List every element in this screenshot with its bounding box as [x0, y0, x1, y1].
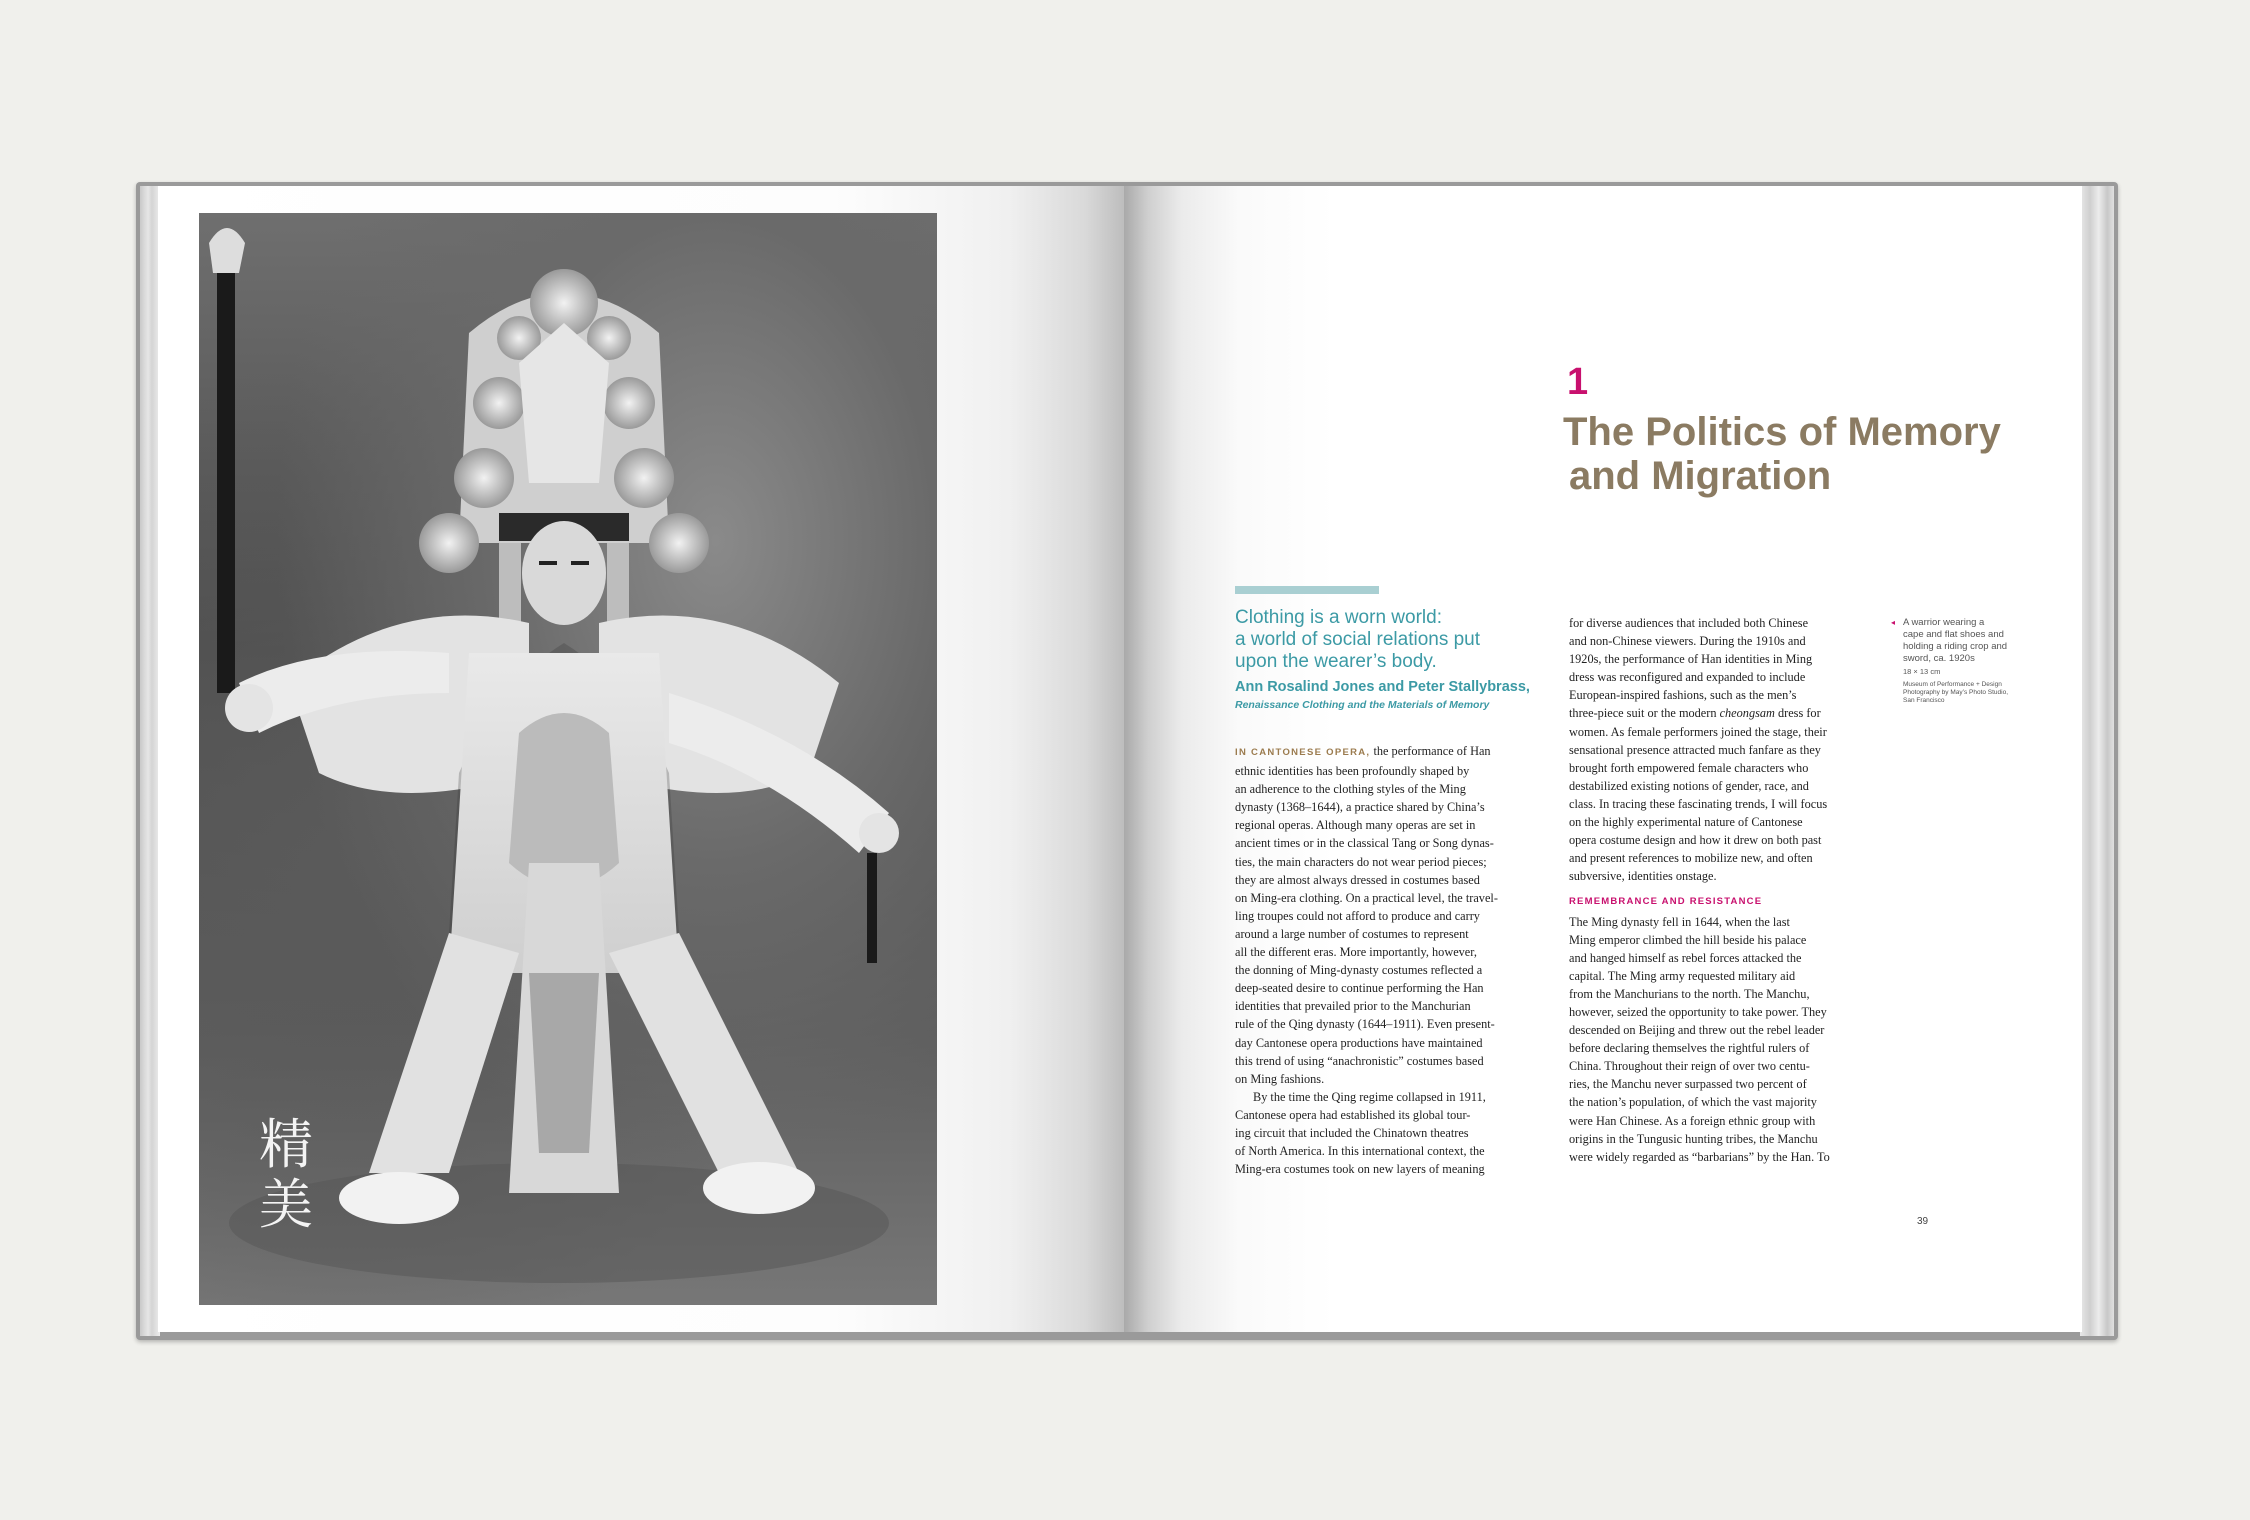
caption-line: holding a riding crop and [1903, 641, 2008, 652]
cheongsam-term: cheongsam [1719, 706, 1775, 721]
body-line: of North America. In this international context, the [1235, 1144, 1485, 1159]
body-line: were Han Chinese. As a foreign ethnic group with [1569, 1113, 1816, 1128]
page-edges-right [2080, 186, 2114, 1336]
epigraph-author: Ann Rosalind Jones and Peter Stallybrass, [1235, 679, 1530, 695]
body-line: regional operas. Although many operas are set in [1235, 818, 1476, 833]
body-line: ling troupes could not afford to produce and carry [1235, 908, 1480, 923]
body-line: 1920s, the performance of Han identities in Ming [1569, 652, 1813, 667]
body-line: ancient times or in the classical Tang or Song dynas- [1235, 836, 1494, 851]
body-line: and hanged himself as rebel forces attacked the [1569, 950, 1802, 965]
body-line: ties, the main characters do not wear period pieces; [1235, 854, 1487, 869]
epigraph-line: upon the wearer’s body. [1235, 651, 1437, 672]
epigraph-line: a world of social relations put [1235, 629, 1481, 650]
performer-illustration [199, 213, 937, 1305]
body-line: destabilized existing notions of gender, race, and [1569, 778, 1809, 793]
body-line: origins in the Tungusic hunting tribes, the Manchu [1569, 1131, 1818, 1146]
chapter-title-line-1: The Politics of Memory [1563, 410, 2001, 454]
epigraph-source: Renaissance Clothing and the Materials of Memory [1235, 699, 1490, 711]
body-column-2 [1569, 614, 1874, 1166]
body-line: for diverse audiences that included both Chinese [1569, 616, 1809, 630]
performer-face [522, 521, 606, 625]
body-line: the donning of Ming-dynasty costumes reflected a [1235, 963, 1483, 978]
epigraph-quote [1235, 607, 1535, 673]
body-line: the nation’s population, of which the vast majority [1569, 1095, 1817, 1110]
body-line: this trend of using “anachronistic” costumes based [1235, 1053, 1484, 1068]
body-line: opera costume design and how it drew on both past [1569, 833, 1822, 848]
opera-performer-photo [199, 213, 937, 1305]
body-line: dynasty (1368–1644), a practice shared by China’s [1235, 800, 1485, 815]
body-line: capital. The Ming army requested military aid [1569, 968, 1796, 983]
photo-caption [1891, 617, 2033, 705]
chapter-title-line-2: and Migration [1569, 454, 1832, 498]
body-line: three-piece suit or the modern cheongsam dress for [1569, 706, 1821, 721]
body-column-1 [1235, 742, 1535, 1178]
caption-arrow-icon: ◂ [1891, 618, 1896, 627]
body-line: day Cantonese opera productions have maintained [1235, 1035, 1483, 1050]
body-line: IN CANTONESE OPERA, the performance of Han [1235, 744, 1491, 758]
body-line: European-inspired fashions, such as the men’s [1569, 688, 1797, 703]
body-line: subversive, identities onstage. [1569, 869, 1717, 884]
body-line: class. In tracing these fascinating trends, I will focus [1569, 796, 1828, 811]
section-subhead: REMEMBRANCE AND RESISTANCE [1569, 896, 1763, 908]
body-line: on the highly experimental nature of Cantonese [1569, 815, 1803, 830]
body-line: and non-Chinese viewers. During the 1910s and [1569, 634, 1806, 649]
body-line: on Ming-era clothing. On a practical level, the travel- [1235, 890, 1498, 905]
body-line: By the time the Qing regime collapsed in 1911, [1253, 1089, 1486, 1104]
body-line: before declaring themselves the rightful rulers of [1569, 1041, 1810, 1056]
body-line: ethnic identities has been profoundly shaped by [1235, 764, 1470, 779]
studio-seal-char-2: 美 [259, 1173, 313, 1236]
caption-line: cape and flat shoes and [1903, 629, 2004, 640]
body-line: women. As female performers joined the stage, their [1569, 724, 1827, 739]
body-line: identities that prevailed prior to the Manchurian [1235, 999, 1471, 1014]
body-line: ing circuit that included the Chinatown theatres [1235, 1125, 1469, 1140]
body-line: The Ming dynasty fell in 1644, when the last [1569, 914, 1790, 929]
body-line: were widely regarded as “barbarians” by the Han. To [1569, 1149, 1830, 1164]
body-line: from the Manchurians to the north. The Manchu, [1569, 986, 1810, 1001]
body-line: an adherence to the clothing styles of the Ming [1235, 782, 1466, 797]
body-line: however, seized the opportunity to take power. They [1569, 1004, 1827, 1019]
caption-dimensions: 18 × 13 cm [1903, 667, 1941, 676]
body-line: all the different eras. More importantly, however, [1235, 945, 1477, 960]
epigraph-rule [1235, 586, 1379, 594]
body-line: China. Throughout their reign of over two centu- [1569, 1059, 1810, 1074]
epigraph-line: Clothing is a worn world: [1235, 607, 1442, 628]
body-line: they are almost always dressed in costumes based [1235, 872, 1480, 887]
body-line: rule of the Qing dynasty (1644–1911). Even present- [1235, 1017, 1495, 1032]
chapter-number: 1 [1567, 361, 1589, 403]
body-line: Cantonese opera had established its global tour- [1235, 1107, 1471, 1122]
body-line: sensational presence attracted much fanfare as they [1569, 742, 1821, 757]
lead-in: IN CANTONESE OPERA, [1235, 747, 1371, 758]
body-line: and present references to mobilize new, and often [1569, 851, 1813, 866]
caption-line: sword, ca. 1920s [1903, 653, 1975, 664]
body-line: on Ming fashions. [1235, 1071, 1325, 1086]
body-line: deep-seated desire to continue performing the Han [1235, 981, 1484, 996]
body-line: brought forth empowered female characters who [1569, 760, 1809, 775]
page-edges-left [140, 186, 160, 1336]
chapter-title [1563, 410, 2043, 498]
body-line: Ming-era costumes took on new layers of meaning [1235, 1162, 1485, 1177]
caption-line: A warrior wearing a [1903, 617, 1985, 628]
body-line: ries, the Manchu never surpassed two percent of [1569, 1077, 1807, 1092]
caption-credit: Museum of Performance + Design Photography by May’s Photo Studio, San Francisco [1903, 681, 2009, 704]
studio-seal-char-1: 精 [259, 1113, 313, 1176]
body-line: around a large number of costumes to represent [1235, 926, 1469, 941]
body-line: Ming emperor climbed the hill beside his palace [1569, 932, 1807, 947]
body-line: dress was reconfigured and expanded to include [1569, 670, 1806, 685]
page-number: 39 [1917, 1216, 1929, 1227]
body-line: descended on Beijing and threw out the rebel leader [1569, 1023, 1825, 1038]
